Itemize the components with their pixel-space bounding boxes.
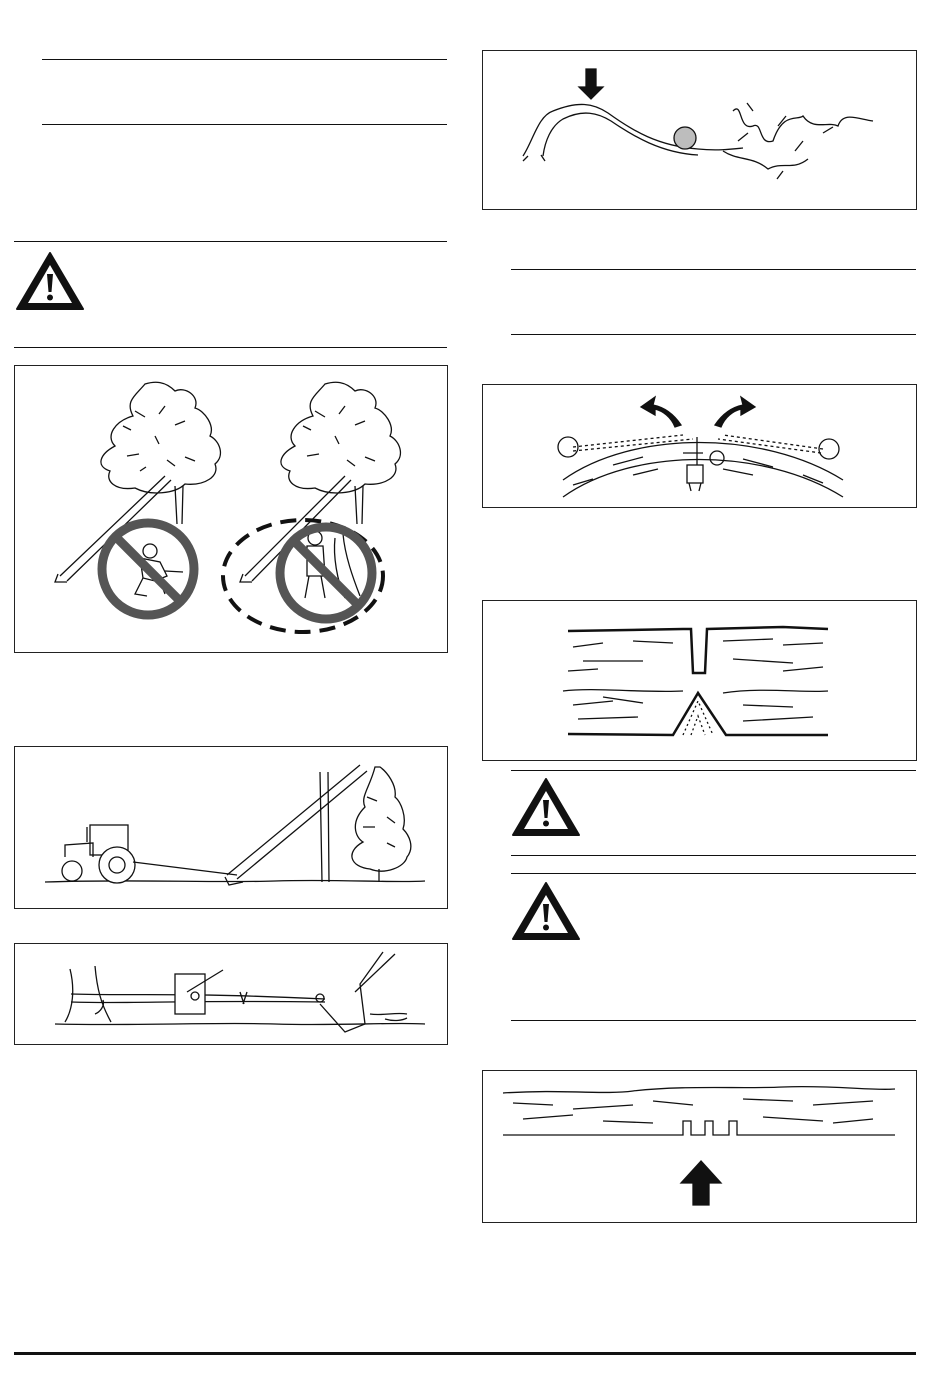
warning-triangle-icon [510,880,582,947]
divider-rule [511,770,916,771]
divider-rule [511,269,916,270]
footer-rule [14,1352,916,1355]
divider-rule [42,59,447,60]
arrow-up-icon [681,1161,721,1205]
divider-rule [42,124,447,125]
figure-spring-pole [482,50,917,210]
tension-point [674,127,696,149]
figure-hung-tree-prohibited [14,365,448,653]
divider-rule [14,347,447,348]
worker-figure [135,544,183,596]
prohibition-sign-icon [280,527,372,619]
figure-multiple-cuts [482,1070,917,1223]
arrow-down-icon [579,69,603,99]
pulley-block [175,974,205,1014]
divider-rule [511,855,916,856]
tractor [62,825,135,883]
divider-rule [511,1020,916,1021]
figure-tractor-winch [14,746,448,909]
divider-rule [511,873,916,874]
figure-pulley-cable [14,943,448,1045]
chainsaw [687,465,703,483]
release-arrow-icon [715,397,755,427]
warning-triangle-icon [14,250,86,317]
prohibition-sign-icon [102,523,194,615]
divider-rule [511,334,916,335]
spruce-tree [55,382,220,582]
figure-kerf-cuts [482,600,917,761]
warning-triangle-icon [510,776,582,843]
release-arrow-icon [641,397,681,427]
figure-log-tension-arch [482,384,917,508]
divider-rule [14,241,447,242]
